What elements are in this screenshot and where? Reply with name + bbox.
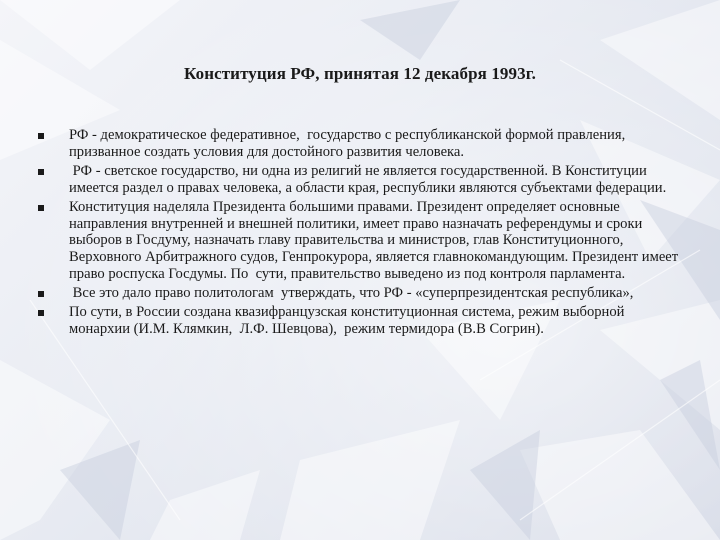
bullet-text: Конституция наделяла Президента большими правами. Президент определяет основные направления внутренней и внешней политики, имеет право назначать референдумы и сроки выборов в Госдуму, назначать главу правительства и министров, глав Конституционного, Верховного Арбитражного судов, Генпрокурора, является главнокомандующим. Президент имеет право роспуска Госдумы. По сути, правительство выведено из под контроля парламента.: [69, 198, 682, 283]
bullet-text: По сути, в России создана квазифранцузская конституционная система, режим выборной монархии (И.М. Клямкин, Л.Ф. Шевцова), режим термидора (В.В Согрин).: [69, 304, 629, 337]
bullet-item: [38, 304, 688, 338]
square-bullet-icon: [38, 169, 44, 175]
bullet-text: РФ - демократическое федеративное, государство с республиканской формой правления, призванное создать условия для достойного развития человека.: [69, 127, 629, 160]
bullet-text: РФ - светское государство, ни одна из религий не является государственной. В Конституции имеется раздел о правах человека, а области края, республики являются субъектами федерации.: [69, 162, 667, 196]
bullet-item: [38, 285, 688, 302]
bullet-list: [38, 127, 688, 340]
bullet-item: [38, 163, 688, 197]
bullet-item: [38, 127, 688, 161]
bullet-text: Все это дало право политологам утверждать, что РФ - «суперпрезидентская республика»,: [69, 285, 634, 302]
square-bullet-icon: [38, 310, 44, 316]
bullet-item: [38, 199, 688, 284]
square-bullet-icon: [38, 133, 44, 139]
slide-title: Конституция РФ, принятая 12 декабря 1993г.: [184, 64, 536, 83]
square-bullet-icon: [38, 205, 44, 211]
square-bullet-icon: [38, 291, 44, 297]
